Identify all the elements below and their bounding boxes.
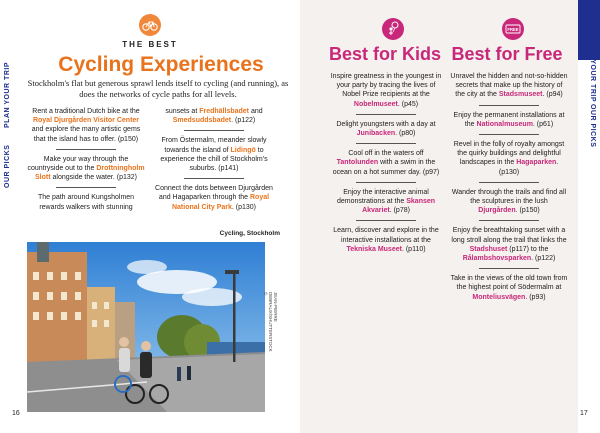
free-pick-item: Take in the views of the old town from the highest point of Södermalm at Monteliusvägen. (p93) (450, 275, 568, 301)
intro-paragraph: Stockholm's flat but generous sprawl lends itself to cycling (and running), as does the networks of cycle paths for all levels. (27, 78, 289, 99)
cycling-column-1 (27, 107, 145, 212)
section-kicker: THE BEST (122, 40, 178, 49)
pick-item: Make your way through the countryside out to the Drottningholm Slott alongside the water. (p132) (27, 155, 145, 182)
side-label-our-picks-right: OUR PICKS (589, 104, 596, 148)
free-column (450, 72, 568, 302)
divider (356, 143, 416, 144)
divider (479, 134, 539, 135)
bicycle-icon (139, 14, 161, 36)
divider (356, 182, 416, 183)
free-pick-item: Wander through the trails and find all the sculptures in the lush Djurgården. (p150) (451, 188, 567, 215)
kids-pick-item: Inspire greatness in the youngest in your party by tracing the lives of Nobel Prize recipients at the Nobelmuseet. (p45) (330, 73, 442, 108)
right-page (300, 0, 600, 433)
divider (356, 220, 416, 221)
divider (56, 187, 116, 188)
side-label-plan-your-trip-right: PLAN YOUR TRIP (589, 36, 596, 102)
kids-column (328, 72, 444, 254)
pick-item: From Östermalm, meander slowly towards the island of Lidingö to experience the chill of Stockholm's suburbs. (p141) (160, 137, 268, 173)
kids-pick-item: Delight youngsters with a day at Junibacken. (p80) (336, 120, 436, 138)
divider (479, 105, 539, 106)
side-label-plan-your-trip: PLAN YOUR TRIP (4, 62, 11, 128)
free-pick-item: Revel in the folly of royalty amongst the quirky buildings and delightful landscapes in the Hagaparken. (p130) (453, 141, 565, 176)
page-number-left: 16 (12, 410, 20, 417)
free-pick-item: Enjoy the permanent installations at the Nationalmuseum. (p61) (453, 111, 565, 128)
kids-title: Best for Kids (328, 44, 442, 64)
free-title: Best for Free (451, 44, 563, 64)
photo-credit: JEAN-PIERRE DEBRAUX/SHUTTERSTOCK © (263, 292, 278, 352)
divider (184, 130, 244, 131)
page-title: Cycling Experiences (58, 53, 264, 76)
page-number-right: 17 (580, 410, 588, 417)
photo-caption: Cycling, Stockholm (219, 230, 280, 237)
free-tag-icon (502, 18, 524, 40)
divider (479, 220, 539, 221)
kids-pick-item: Enjoy the interactive animal demonstrations at the Skansen Akvariet. (p78) (336, 188, 436, 215)
divider (184, 178, 244, 179)
pick-item: The path around Kungsholmen rewards walkers with stunning (37, 194, 135, 211)
cycling-photo (27, 242, 265, 412)
divider (479, 268, 539, 269)
pick-item: sunsets at Fredhällsbadet and Smedsuddsbadet. (p122) (165, 108, 263, 125)
divider (479, 182, 539, 183)
free-pick-item: Enjoy the breathtaking sunset with a long stroll along the trail that links the Stadshuset (p117) to the Rålambshovsparken. (p122) (451, 227, 567, 263)
divider (56, 149, 116, 150)
free-badge-text: FREE (507, 27, 519, 33)
kids-pick-item: Cool off in the waters off Tantolunden with a swim in the ocean on a hot summer day. (p97) (332, 150, 440, 176)
cycling-column-2 (155, 107, 273, 212)
divider (356, 114, 416, 115)
child-balloon-icon (382, 18, 404, 40)
pick-item: Rent a traditional Dutch bike at the Royal Djurgården Visitor Center and explore the many artistic gems that the island has to offer. (p150) (31, 108, 141, 143)
free-pick-item: Unravel the hidden and not-so-hidden secrets that make up the history of the city at the Stadsmuseet. (p94) (450, 73, 568, 99)
side-label-our-picks: OUR PICKS (4, 144, 11, 188)
pick-item: Connect the dots between Djurgården and Hagaparken through the Royal National City Park. (p130) (155, 185, 273, 211)
kids-pick-item: Learn, discover and explore in the interactive installations at the Tekniska Museet. (p110) (333, 227, 439, 253)
